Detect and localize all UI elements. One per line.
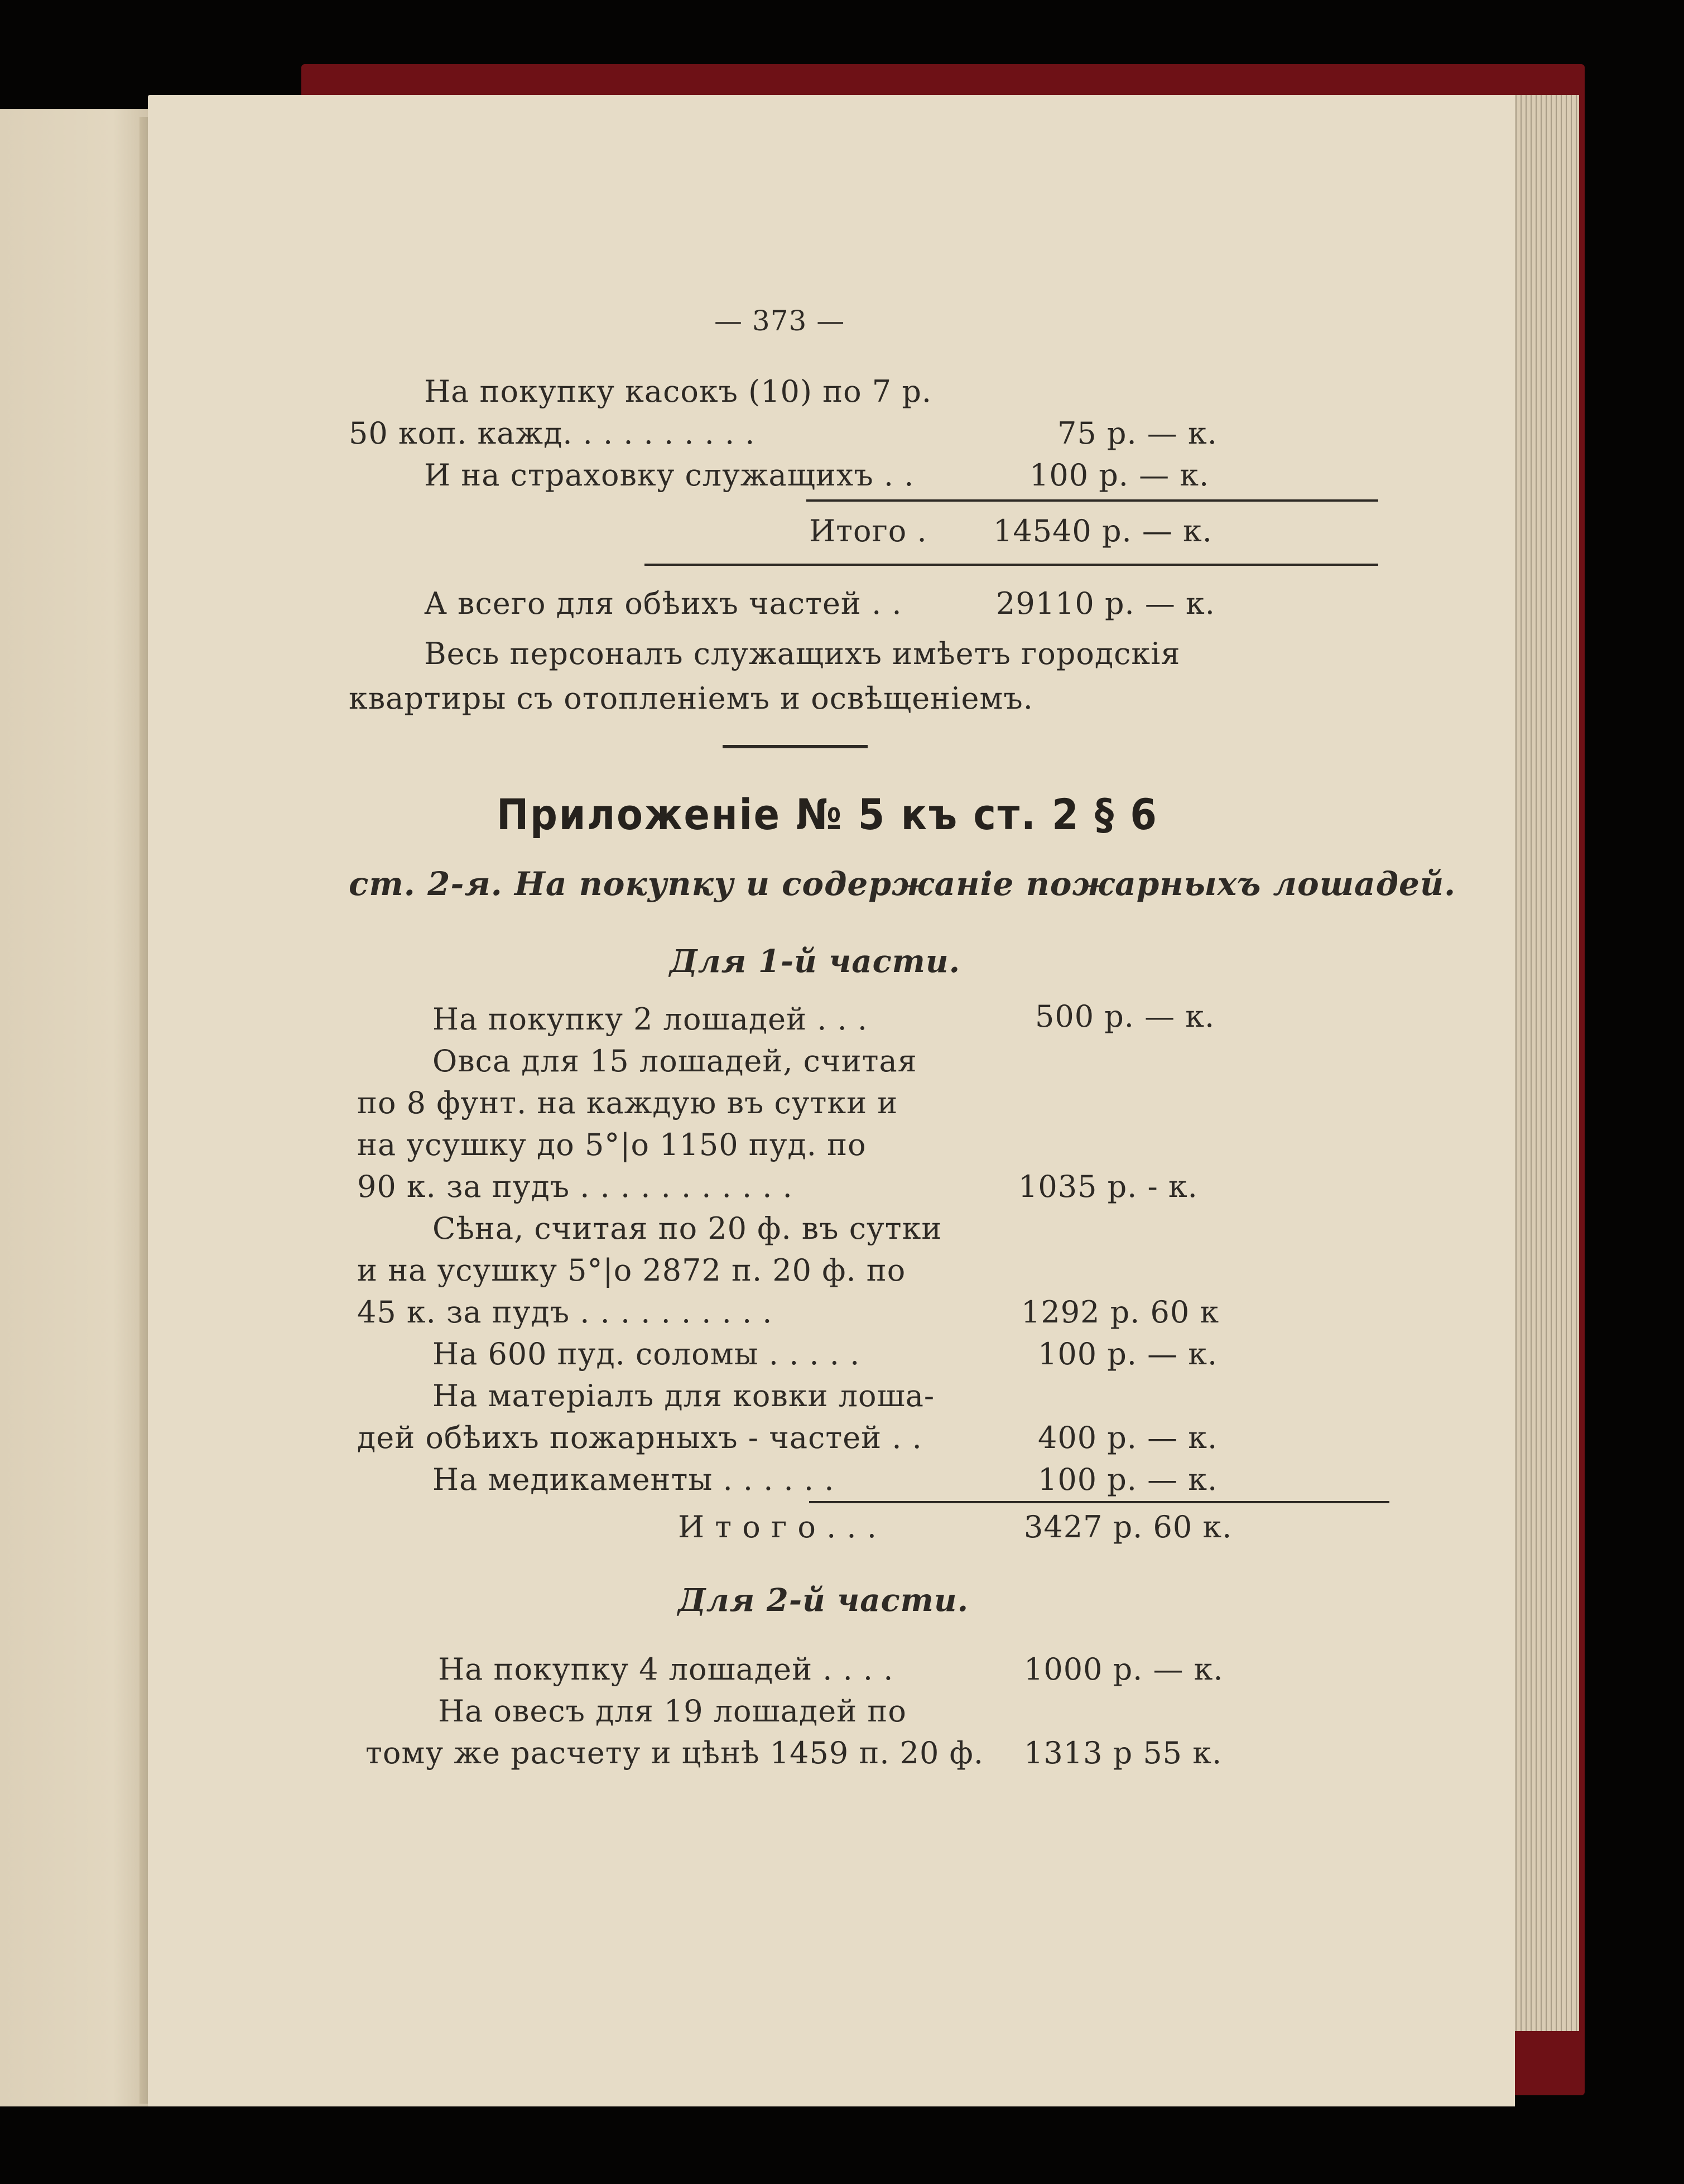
- p1-row5a: На матеріалъ для ковки лоша-: [432, 1378, 935, 1413]
- part1-total-label: И т о г о . . .: [678, 1509, 877, 1545]
- section-subtitle: ст. 2-я. На покупку и содержаніе пожарныхъ лошадей.: [349, 865, 1456, 903]
- line-kaski-cont: 50 коп. кажд. . . . . . . . . .: [349, 416, 756, 451]
- amount-insurance: 100 р. — к.: [1029, 458, 1210, 493]
- amount-kaski: 75 р. — к.: [1057, 416, 1218, 451]
- line-kaski: На покупку касокъ (10) по 7 р.: [424, 374, 932, 409]
- total-label: Итого .: [809, 513, 927, 549]
- p1-row1-amount: 500 р. — к.: [1035, 999, 1215, 1034]
- p1-row4: На 600 пуд. соломы . . . . .: [432, 1336, 860, 1372]
- p2-row2a: На овесъ для 19 лошадей по: [438, 1694, 907, 1729]
- right-page: [148, 95, 1515, 2106]
- total-amount: 14540 р. — к.: [993, 513, 1213, 549]
- part1-total-amount: 3427 р. 60 к.: [1024, 1509, 1233, 1545]
- p1-row6-amount: 100 р. — к.: [1038, 1462, 1218, 1497]
- grand-amount: 29110 р. — к.: [996, 586, 1215, 621]
- section-title: Приложеніе № 5 къ ст. 2 § 6: [497, 790, 1158, 839]
- p1-row5b: дей обѣихъ пожарныхъ - частей . .: [357, 1420, 922, 1455]
- p1-row2a: Овса для 15 лошадей, считая: [432, 1043, 917, 1079]
- page-stack-edge: [1507, 95, 1579, 2031]
- section-divider: [723, 745, 868, 748]
- p1-row1: На покупку 2 лошадей . . .: [432, 1002, 868, 1037]
- p1-row3a: Сѣна, считая по 20 ф. въ сутки: [432, 1211, 942, 1246]
- p1-row3c: 45 к. за пудъ . . . . . . . . . .: [357, 1295, 773, 1330]
- part1-sum-rule: [809, 1501, 1389, 1503]
- p1-row2-amount: 1035 р. - к.: [1018, 1169, 1198, 1204]
- grand-label: А всего для обѣихъ частей . .: [424, 586, 902, 621]
- sum-rule-2: [644, 564, 1378, 566]
- page-number: — 373 —: [714, 305, 845, 337]
- p2-row2b: тому же расчету и цѣнѣ 1459 п. 20 ф.: [365, 1735, 984, 1771]
- note-line-2: квартиры съ отопленіемъ и освѣщеніемъ.: [349, 681, 1033, 716]
- p2-row1-amount: 1000 р. — к.: [1024, 1652, 1224, 1687]
- p1-row4-amount: 100 р. — к.: [1038, 1336, 1218, 1372]
- p1-row6: На медикаменты . . . . . .: [432, 1462, 835, 1497]
- p1-row3b: и на усушку 5°|о 2872 п. 20 ф. по: [357, 1253, 906, 1288]
- p1-row2b: по 8 фунт. на каждую въ сутки и: [357, 1085, 898, 1120]
- part2-heading: Для 2-й части.: [678, 1582, 969, 1619]
- note-line-1: Весь персоналъ служащихъ имѣетъ городскія: [424, 636, 1181, 671]
- p2-row1: На покупку 4 лошадей . . . .: [438, 1652, 894, 1687]
- p2-row2-amount: 1313 р 55 к.: [1024, 1735, 1223, 1771]
- p1-row3-amount: 1292 р. 60 к: [1021, 1295, 1220, 1330]
- part1-heading: Для 1-й части.: [670, 943, 961, 980]
- p1-row2d: 90 к. за пудъ . . . . . . . . . . .: [357, 1169, 793, 1204]
- p1-row2c: на усушку до 5°|о 1150 пуд. по: [357, 1127, 867, 1162]
- sum-rule: [806, 499, 1378, 502]
- line-insurance: И на страховку служащихъ . .: [424, 458, 915, 493]
- left-page: [0, 109, 162, 2106]
- p1-row5-amount: 400 р. — к.: [1038, 1420, 1218, 1455]
